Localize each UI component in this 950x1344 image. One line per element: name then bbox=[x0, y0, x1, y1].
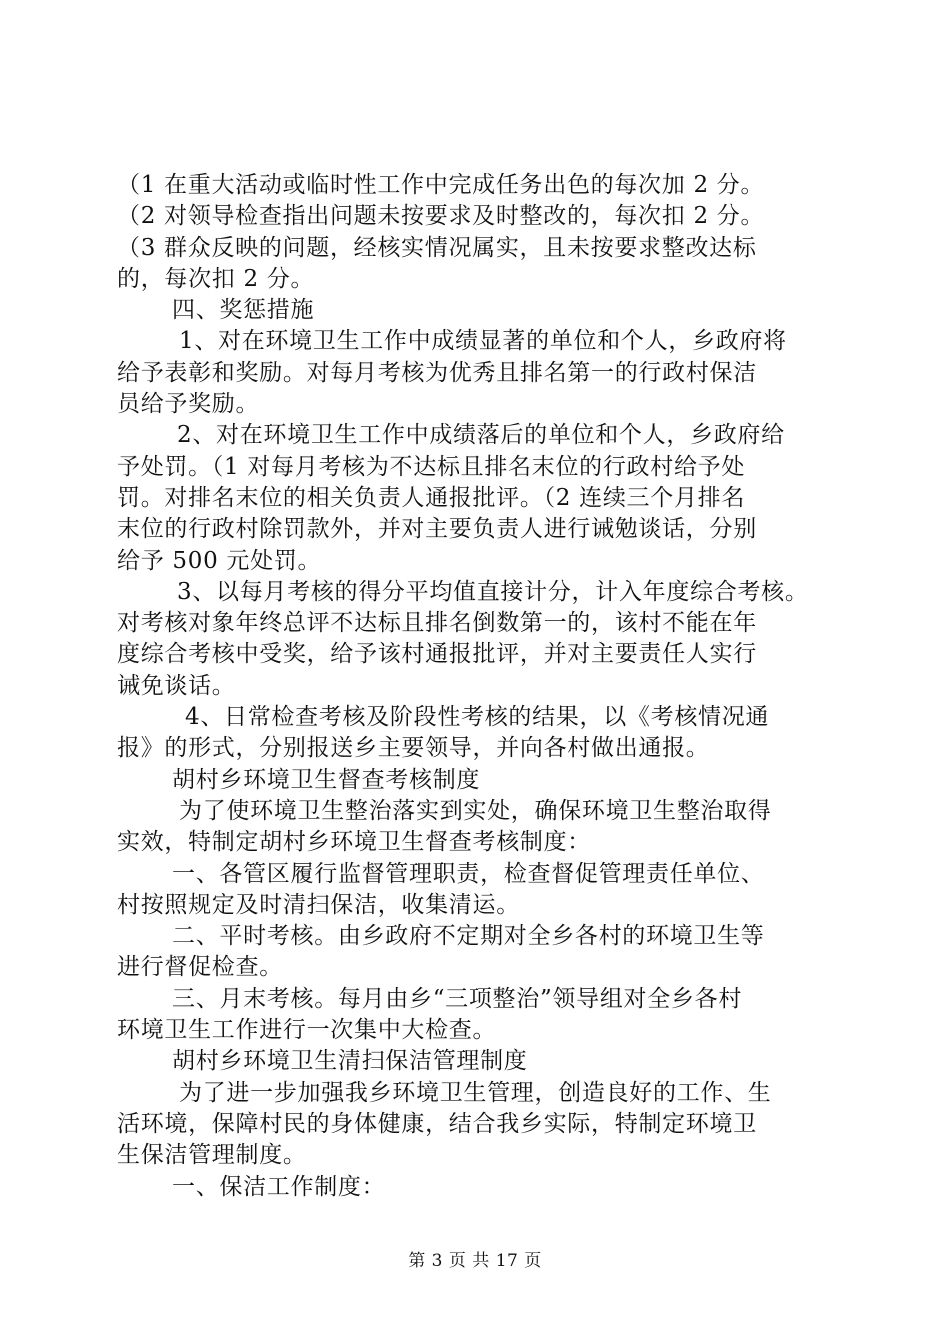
text-line: （2 对领导检查指出问题未按要求及时整改的，每次扣 2 分。 bbox=[117, 203, 765, 230]
text-line: （3 群众反映的问题，经核实情况属实，且未按要求整改达标 bbox=[117, 234, 757, 261]
text-line: 生保洁管理制度。 bbox=[117, 1142, 307, 1169]
text-line: 诫免谈话。 bbox=[117, 672, 236, 699]
text-line: 报》的形式，分别报送乡主要领导，并向各村做出通报。 bbox=[117, 735, 710, 762]
text-line: 活环境，保障村民的身体健康，结合我乡实际，特制定环境卫 bbox=[117, 1110, 757, 1137]
text-line: 给予表彰和奖励。对每月考核为优秀且排名第一的行政村保洁 bbox=[117, 359, 757, 386]
text-line: 末位的行政村除罚款外，并对主要负责人进行诫勉谈话，分别 bbox=[117, 516, 757, 543]
text-line: 的，每次扣 2 分。 bbox=[117, 265, 315, 292]
text-line: 村按照规定及时清扫保洁，收集清运。 bbox=[117, 891, 520, 918]
text-line: 三、月末考核。每月由乡“三项整治”领导组对全乡各村 bbox=[172, 985, 743, 1012]
text-line: 四、奖惩措施 bbox=[172, 297, 315, 324]
text-line: 二、平时考核。由乡政府不定期对全乡各村的环境卫生等 bbox=[172, 923, 765, 950]
text-line: 胡村乡环境卫生督查考核制度 bbox=[172, 766, 481, 793]
text-line: 为了进一步加强我乡环境卫生管理，创造良好的工作、生 bbox=[179, 1079, 772, 1106]
text-line: 胡村乡环境卫生清扫保洁管理制度 bbox=[172, 1048, 528, 1075]
text-line: 一、保洁工作制度： bbox=[172, 1173, 386, 1200]
text-line: 2、对在环境卫生工作中成绩落后的单位和个人，乡政府给 bbox=[177, 422, 785, 449]
text-line: 3、以每月考核的得分平均值直接计分，计入年度综合考核。 bbox=[177, 578, 809, 605]
text-line: 罚。对排名末位的相关负责人通报批评。（2 连续三个月排名 bbox=[117, 484, 746, 511]
text-line: 度综合考核中受奖，给予该村通报批评，并对主要责任人实行 bbox=[117, 641, 757, 668]
text-line: 员给予奖励。 bbox=[117, 391, 260, 418]
text-line: （1 在重大活动或临时性工作中完成任务出色的每次加 2 分。 bbox=[117, 172, 765, 198]
text-line: 对考核对象年终总评不达标且排名倒数第一的，该村不能在年 bbox=[117, 610, 757, 637]
page-footer: 第 3 页 共 17 页 bbox=[408, 1251, 542, 1271]
text-line: 一、各管区履行监督管理职责，检查督促管理责任单位、 bbox=[172, 860, 765, 887]
document-body bbox=[117, 170, 837, 1203]
text-line: 进行督促检查。 bbox=[117, 954, 283, 981]
text-line: 为了使环境卫生整治落实到实处，确保环境卫生整治取得 bbox=[179, 797, 772, 824]
text-line: 环境卫生工作进行一次集中大检查。 bbox=[117, 1017, 497, 1044]
text-line: 予处罚。（1 对每月考核为不达标且排名末位的行政村给予处 bbox=[117, 453, 746, 480]
text-line: 1、对在环境卫生工作中成绩显著的单位和个人，乡政府将 bbox=[179, 328, 787, 355]
text-line: 给予 500 元处罚。 bbox=[117, 547, 322, 574]
text-line: 4、日常检查考核及阶段性考核的结果，以《考核情况通 bbox=[185, 704, 770, 731]
text-line: 实效，特制定胡村乡环境卫生督查考核制度： bbox=[117, 829, 591, 856]
